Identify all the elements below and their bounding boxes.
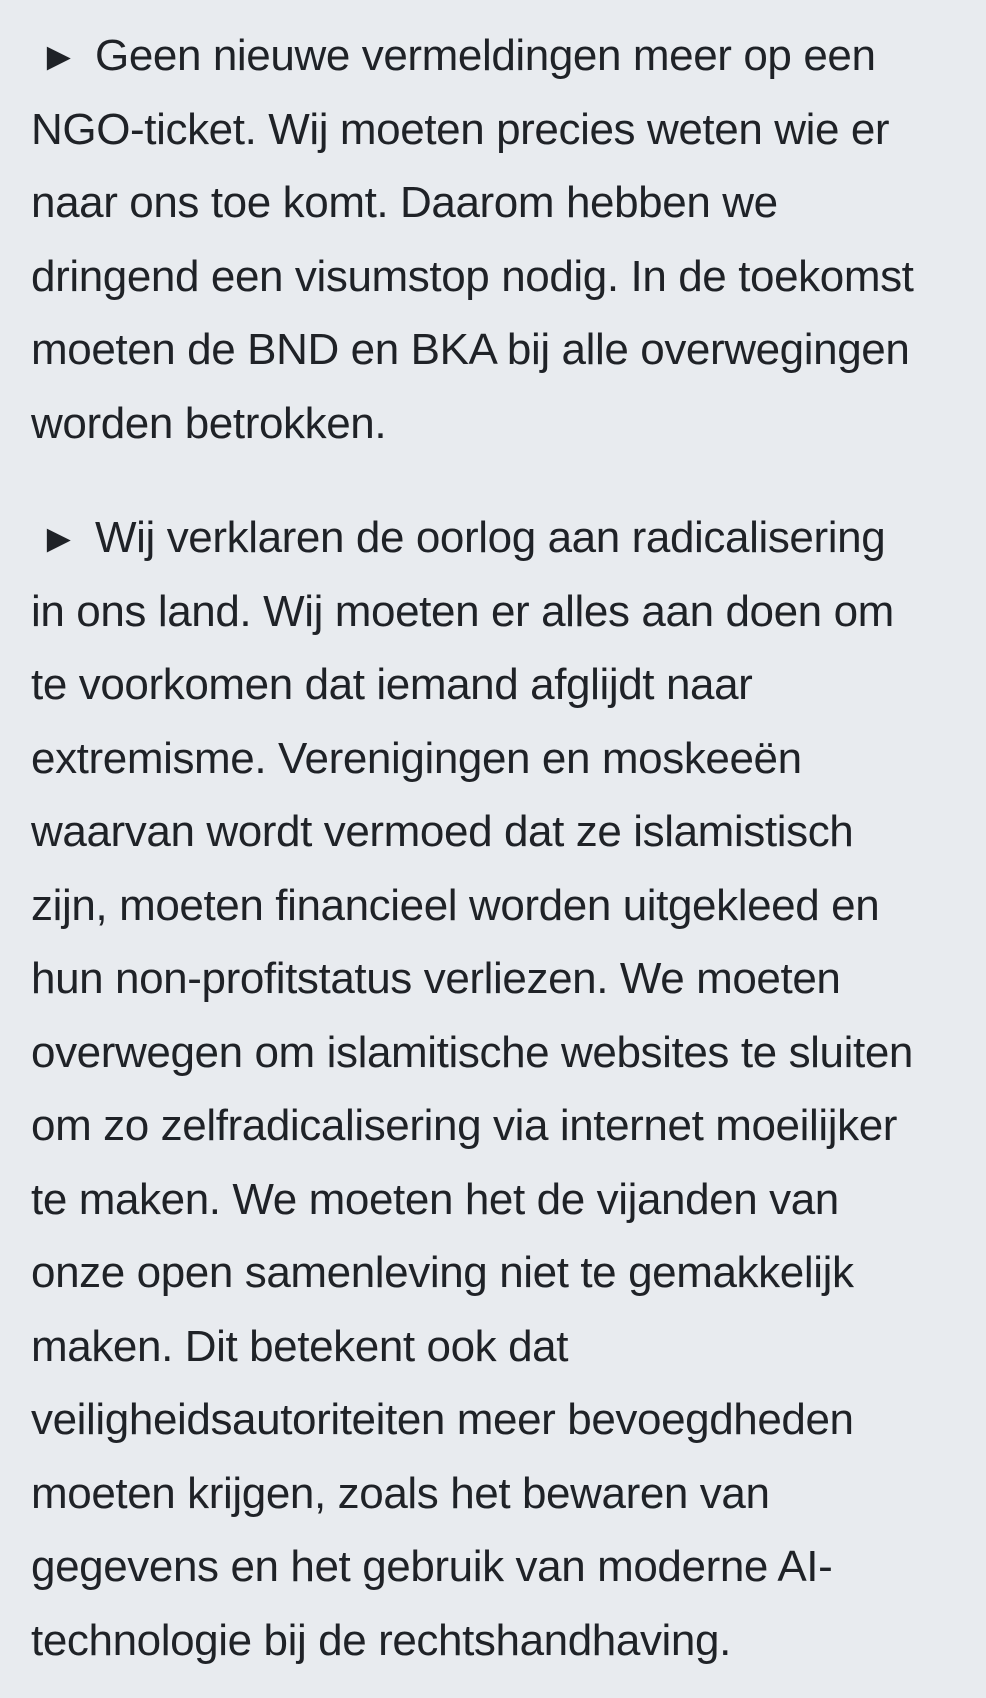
triangle-bullet-icon: ► [39,35,79,79]
text-line: in ons land. Wij moeten er alles aan doen om [31,586,894,636]
text-line [31,501,961,575]
text-line: hun non-profitstatus verliezen. We moeten [31,954,841,1003]
text-line: naar ons toe komt. Daarom hebben we [31,178,778,227]
text-line: worden betrokken. [31,398,387,448]
text-line: waarvan wordt vermoed dat ze islamistisch [31,807,854,856]
paragraph-visa-stop [31,19,961,460]
text-line: te voorkomen dat iemand afglijdt naar [31,660,753,709]
text-line: technologie bij de rechtshandhaving. [31,1615,731,1665]
text-line-content: Wij verklaren de oorlog aan radicalisering [95,513,886,562]
article-body [31,19,961,1677]
text-line: overwegen om islamitische websites te sluiten [31,1027,913,1077]
text-line-content: Geen nieuwe vermeldingen meer op een [95,31,876,80]
text-line: moeten de BND en BKA bij alle overwegingen [31,325,910,374]
text-line: onze open samenleving niet te gemakkelijk [31,1248,854,1297]
text-line: te maken. We moeten het de vijanden van [31,1174,839,1224]
text-line: zijn, moeten financieel worden uitgekleed en [31,880,880,930]
text-line: maken. Dit betekent ook dat [31,1321,569,1371]
text-line: om zo zelfradicalisering via internet moeilijker [31,1101,898,1150]
text-line: gegevens en het gebruik van moderne AI- [31,1542,833,1591]
text-line: moeten krijgen, zoals het bewaren van [31,1468,770,1518]
text-line: NGO-ticket. Wij moeten precies weten wie er [31,104,890,154]
text-line: dringend een visumstop nodig. In de toekomst [31,251,914,301]
text-line: extremisme. Verenigingen en moskeeën [31,733,802,783]
text-line [31,19,961,93]
text-line: veiligheidsautoriteiten meer bevoegdheden [31,1395,854,1444]
paragraph-radicalisation [31,501,961,1677]
triangle-bullet-icon: ► [39,517,79,561]
